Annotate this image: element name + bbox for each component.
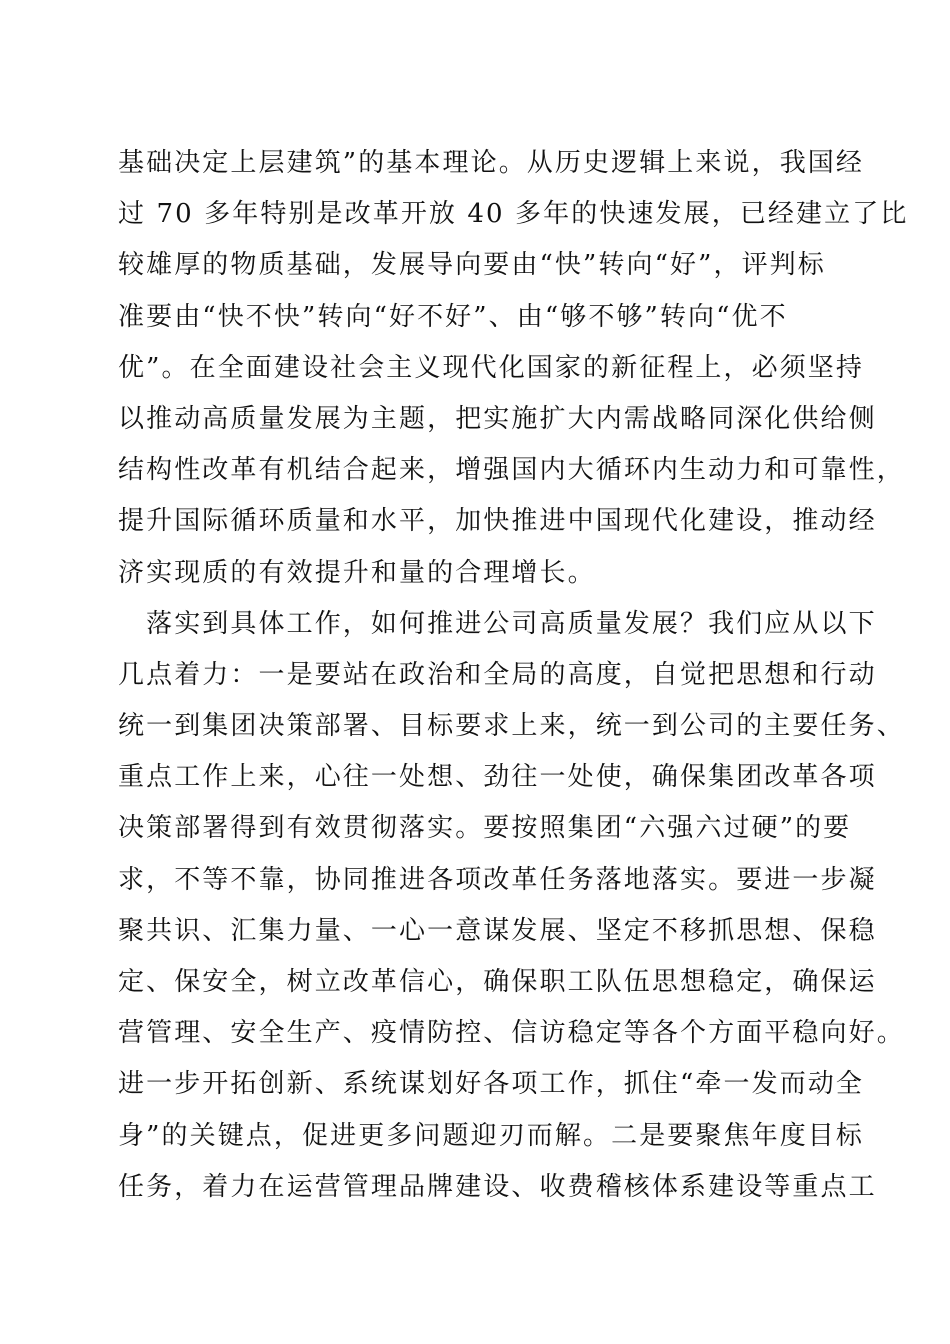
text-line: 几点着力：一是要站在政治和全局的高度，自觉把思想和行动 xyxy=(118,659,877,690)
text-line: 准要由“快不快”转向“好不好”、由“够不够”转向“优不 xyxy=(118,301,788,332)
text-line: 定、保安全，树立改革信心，确保职工队伍思想稳定，确保运 xyxy=(118,967,877,997)
text-line: 优”。在全面建设社会主义现代化国家的新征程上，必须坚持 xyxy=(118,352,864,383)
text-line: 决策部署得到有效贯彻落实。要按照集团“六强六过硬”的要 xyxy=(118,813,852,844)
text-line: 身”的关键点，促进更多问题迎刃而解。二是要聚焦年度目标 xyxy=(118,1120,864,1151)
text-line: 聚共识、汇集力量、一心一意谋发展、坚定不移抓思想、保稳 xyxy=(118,915,877,946)
text-line: 过 70 多年特别是改革开放 40 多年的快速发展，已经建立了比 xyxy=(118,199,909,230)
text-line: 基础决定上层建筑”的基本理论。从历史逻辑上来说，我国经 xyxy=(118,148,864,178)
text-line: 统一到集团决策部署、目标要求上来，统一到公司的主要任务、 xyxy=(118,711,905,742)
text-line: 以推动高质量发展为主题，把实施扩大内需战略同深化供给侧 xyxy=(118,403,877,434)
text-line: 任务，着力在运营管理品牌建设、收费稽核体系建设等重点工 xyxy=(118,1171,877,1202)
text-line: 重点工作上来，心往一处想、劲往一处使，确保集团改革各项 xyxy=(118,762,877,793)
text-line: 结构性改革有机结合起来，增强国内大循环内生动力和可靠性， xyxy=(118,455,905,486)
text-line: 营管理、安全生产、疫情防控、信访稳定等各个方面平稳向好。 xyxy=(118,1018,905,1049)
text-line: 进一步开拓创新、系统谋划好各项工作，抓住“牵一发而动全 xyxy=(118,1069,864,1100)
text-line: 提升国际循环质量和水平，加快推进中国现代化建设，推动经 xyxy=(118,506,877,537)
text-line: 较雄厚的物质基础，发展导向要由“快”转向“好”，评判标 xyxy=(118,250,826,281)
text-line: 求，不等不靠，协同推进各项改革任务落地落实。要进一步凝 xyxy=(118,864,877,895)
text-line: 落实到具体工作，如何推进公司高质量发展？我们应从以下 xyxy=(118,608,877,639)
body-text xyxy=(118,138,909,1213)
text-line: 济实现质的有效提升和量的合理增长。 xyxy=(118,557,596,588)
